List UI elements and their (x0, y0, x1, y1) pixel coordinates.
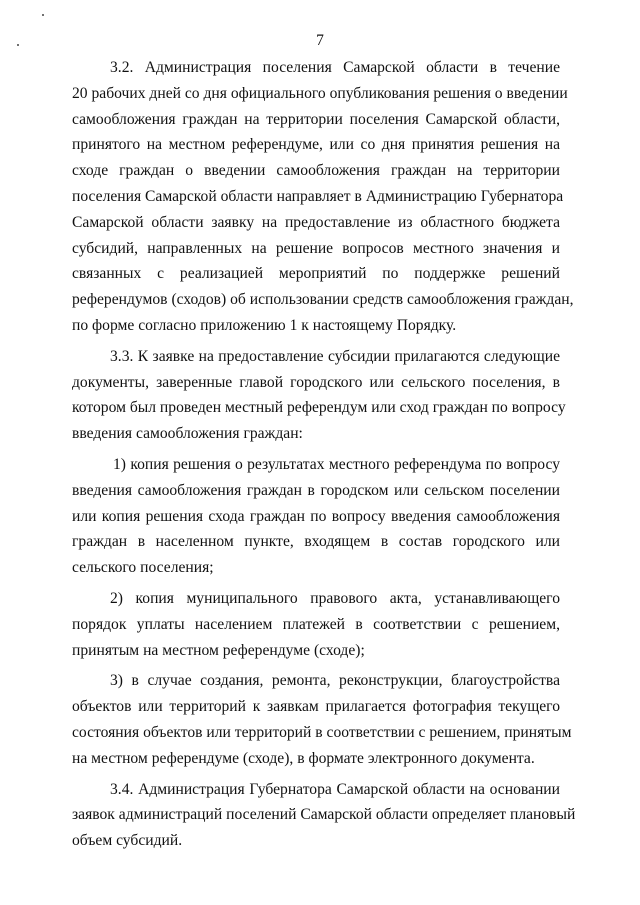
text-line: самообложения граждан на территории поселения Самарской области, (72, 110, 560, 128)
text-line: 3.2. Администрация поселения Самарской области в течение (110, 59, 560, 76)
list-item-2 (72, 586, 560, 663)
text-line: заявок администраций поселений Самарской области определяет плановый (72, 806, 576, 824)
text-line: котором был проведен местный референдум или сход граждан по вопросу (72, 399, 566, 417)
text-line: связанных с реализацией мероприятий по поддержке решений (72, 265, 560, 283)
text-line: субсидий, направленных на решение вопросов местного значения и (72, 239, 560, 257)
paragraph-3-3 (72, 344, 566, 447)
scan-speck (42, 14, 44, 16)
text-line: сельского поселения; (72, 559, 214, 577)
text-line: или копия решения схода граждан по вопросу введения самообложения (72, 507, 560, 525)
text-line: сходе граждан о введении самообложения граждан на территории (72, 162, 560, 180)
text-line: 2) копия муниципального правового акта, устанавливающего (110, 589, 560, 607)
text-line: порядок уплаты населением платежей в соответствии с решением, (72, 615, 560, 633)
document-body (72, 55, 576, 859)
text-line: 1) копия решения о результатах местного референдума по вопросу (113, 455, 560, 473)
text-line: принятого на местном референдуме, или со дня принятия решения на (72, 136, 560, 154)
text-line: 20 рабочих дней со дня официального опубликования решения о введении (72, 84, 568, 102)
text-line: объем субсидий. (72, 832, 183, 850)
list-item-3 (72, 668, 572, 771)
text-line: поселения Самарской области направляет в Администрацию Губернатора (72, 187, 564, 205)
text-line: документы, заверенные главой городского или сельского поселения, в (72, 373, 560, 391)
text-line: введения самообложения граждан в городском или сельском поселении (72, 481, 560, 499)
text-line: принятым на местном референдуме (сходе); (72, 641, 365, 659)
text-line: 3) в случае создания, ремонта, реконструкции, благоустройства (110, 672, 560, 690)
paragraph-3-4 (72, 777, 576, 854)
page-number: 7 (316, 32, 324, 49)
text-line: объектов или территорий к заявкам прилагается фотография текущего (72, 698, 560, 716)
text-line: введения самообложения граждан: (72, 425, 303, 443)
text-line: референдумов (сходов) об использовании средств самообложения граждан, (72, 291, 574, 309)
text-line: по форме согласно приложению 1 к настоящему Порядку. (72, 316, 457, 334)
text-line: состояния объектов или территорий в соответствии с решением, принятым (72, 723, 572, 741)
text-line: 3.3. К заявке на предоставление субсидии прилагаются следующие (110, 347, 560, 365)
list-item-1 (72, 452, 560, 581)
paragraph-3-2 (72, 55, 574, 339)
text-line: 3.4. Администрация Губернатора Самарской области на основании (110, 780, 560, 798)
text-line: граждан в населенном пункте, входящем в состав городского или (72, 533, 560, 551)
text-line: на местном референдуме (сходе), в формате электронного документа. (72, 749, 535, 767)
text-line: Самарской области заявку на предоставление из областного бюджета (72, 213, 560, 231)
